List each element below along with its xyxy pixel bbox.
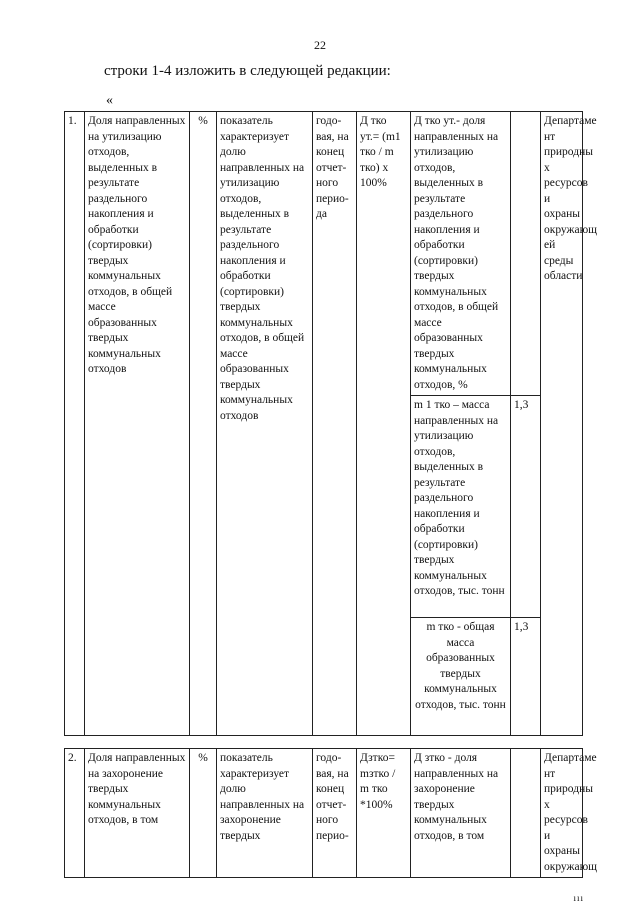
- table-row-2: [65, 749, 583, 878]
- row-number: 1.: [65, 112, 85, 736]
- indicator-name: Доля направленных на утилизацию отходов, выделенных в результате раздельного накопления и обработки (сортировки) твердых коммунальных отходов, в общей массе образованных твердых коммунальных отходов: [85, 112, 190, 736]
- table-row-1: [65, 112, 583, 396]
- intro-text: строки 1-4 изложить в следующей редакции:: [104, 63, 391, 79]
- source-cell: [511, 112, 541, 396]
- responsible-cell: Департаме нт природны х ресурсов и охраны окружающ: [541, 749, 583, 878]
- source-cell: 1,3: [511, 396, 541, 618]
- period-cell: годо-вая, на конец отчет-ного перио-: [313, 749, 357, 878]
- unit-cell: %: [190, 749, 217, 878]
- indicators-table: [64, 111, 598, 878]
- responsible-cell: Департаме нт природны х ресурсов и охраны окружающ ей среды области: [541, 112, 583, 736]
- table-gap: [65, 736, 583, 749]
- opening-quote: «: [106, 93, 113, 108]
- unit-cell: %: [190, 112, 217, 736]
- indicator-name: Доля направленных на захоронение твердых коммунальных отходов, в том: [85, 749, 190, 878]
- page-number: 22: [314, 38, 326, 52]
- indicator-description: показатель характеризует долю направленных на утилизацию отходов, выделенных в результате раздельного накопления и обработки (сортировки) твердых коммунальных отходов, в общей массе образованных твердых коммунальных отходов: [217, 112, 313, 736]
- source-cell: [511, 749, 541, 878]
- formula-cell: Д тко ут.= (m1 тко / m тко) х 100%: [357, 112, 411, 736]
- indicator-description: показатель характеризует долю направленных на захоронение твердых: [217, 749, 313, 878]
- formula-cell: Дзтко= mзтко / m тко *100%: [357, 749, 411, 878]
- component-cell: Д зтко - доля направленных на захоронение твердых коммунальных отходов, в том: [411, 749, 511, 878]
- row-number: 2.: [65, 749, 85, 878]
- component-cell: m 1 тко – масса направленных на утилизацию отходов, выделенных в результате раздельного накопления и обработки (сортировки) твердых коммунальных отходов, тыс. тонн: [411, 396, 511, 618]
- gap-cell: [65, 736, 583, 749]
- component-cell: Д тко ут.- доля направленных на утилизацию отходов, выделенных в результате раздельного накопления и обработки (сортировки) твердых коммунальных отходов, в общей массе образованных твердых коммунальных отходов, %: [411, 112, 511, 396]
- footer-mark: ııı: [573, 893, 584, 903]
- period-cell: годо-вая, на конец отчет-ного перио-да: [313, 112, 357, 736]
- component-cell: m тко - общая масса образованных твердых коммунальных отходов, тыс. тонн: [411, 618, 511, 736]
- source-cell: 1,3: [511, 618, 541, 736]
